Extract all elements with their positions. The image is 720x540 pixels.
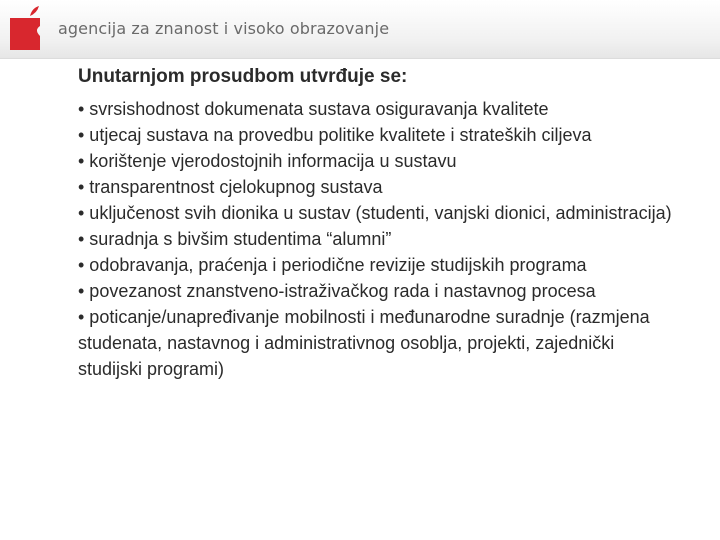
bullet-item: • odobravanja, praćenja i periodične revizije studijskih programa	[78, 255, 587, 275]
bullet-item: • svrsishodnost dokumenata sustava osiguravanja kvalitete	[78, 99, 549, 119]
apple-logo-icon	[6, 4, 48, 52]
bullet-item: • korištenje vjerodostojnih informacija u sustavu	[78, 151, 457, 171]
agency-name: agencija za znanost i visoko obrazovanje	[58, 19, 390, 38]
bullet-list	[78, 96, 678, 382]
slide-heading: Unutarnjom prosudbom utvrđuje se:	[78, 66, 408, 87]
bullet-item: • poticanje/unapređivanje mobilnosti i međunarodne suradnje (razmjena studenata, nastavnog i administrativnog osoblja, projekti, zajednički studijski programi)	[78, 307, 650, 379]
header-bar	[0, 0, 720, 59]
bullet-item: • uključenost svih dionika u sustav (studenti, vanjski dionici, administracija)	[78, 203, 672, 223]
bullet-item: • suradnja s bivšim studentima “alumni”	[78, 229, 392, 249]
bullet-item: • transparentnost cjelokupnog sustava	[78, 177, 383, 197]
bullet-item: • utjecaj sustava na provedbu politike kvalitete i strateških ciljeva	[78, 125, 592, 145]
bullet-item: • povezanost znanstveno-istraživačkog rada i nastavnog procesa	[78, 281, 596, 301]
slide-content	[78, 64, 678, 382]
